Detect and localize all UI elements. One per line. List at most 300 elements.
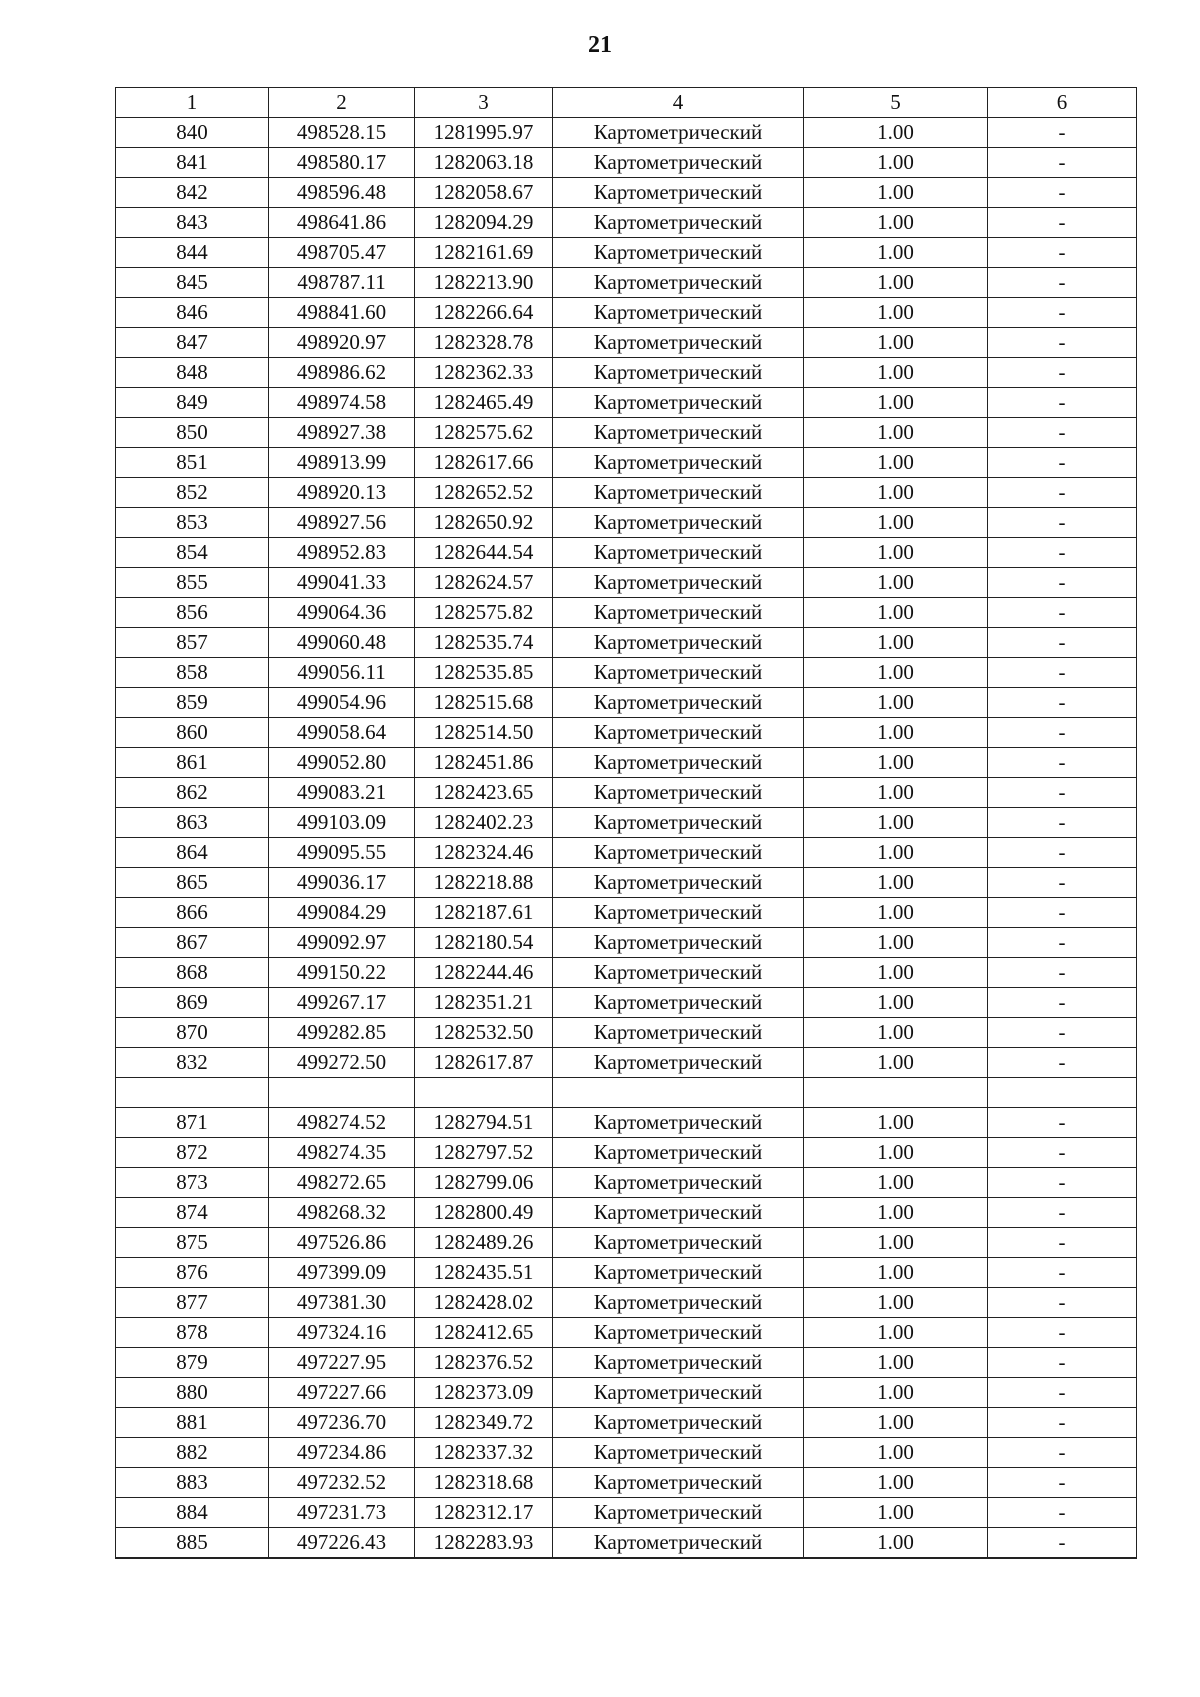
description-cell: - — [988, 1257, 1137, 1287]
y-coordinate-cell: 1282650.92 — [415, 508, 553, 538]
description-cell: - — [988, 1317, 1137, 1347]
y-coordinate-cell: 1282652.52 — [415, 478, 553, 508]
x-coordinate-cell: 499064.36 — [269, 598, 415, 628]
x-coordinate-cell: 499084.29 — [269, 898, 415, 928]
x-coordinate-cell: 499083.21 — [269, 778, 415, 808]
method-cell: Картометрический — [553, 508, 804, 538]
x-coordinate-cell: 497227.95 — [269, 1347, 415, 1377]
table-row — [116, 1078, 1137, 1108]
method-cell: Картометрический — [553, 448, 804, 478]
table-header — [116, 88, 1137, 118]
x-coordinate-cell: 498841.60 — [269, 298, 415, 328]
x-coordinate-cell: 497236.70 — [269, 1407, 415, 1437]
x-coordinate-cell: 498705.47 — [269, 238, 415, 268]
description-cell: - — [988, 358, 1137, 388]
y-coordinate-cell: 1282362.33 — [415, 358, 553, 388]
x-coordinate-cell: 498952.83 — [269, 538, 415, 568]
y-coordinate-cell: 1282535.85 — [415, 658, 553, 688]
table-row — [116, 1347, 1137, 1377]
method-cell: Картометрический — [553, 1527, 804, 1558]
table-row — [116, 1377, 1137, 1407]
y-coordinate-cell: 1282324.46 — [415, 838, 553, 868]
accuracy-cell: 1.00 — [804, 628, 988, 658]
point-number-cell: 883 — [116, 1467, 269, 1497]
method-cell: Картометрический — [553, 1377, 804, 1407]
accuracy-cell: 1.00 — [804, 1137, 988, 1167]
x-coordinate-cell: 499282.85 — [269, 1018, 415, 1048]
method-cell: Картометрический — [553, 358, 804, 388]
y-coordinate-cell: 1282535.74 — [415, 628, 553, 658]
y-coordinate-cell: 1282373.09 — [415, 1377, 553, 1407]
point-number-cell: 874 — [116, 1197, 269, 1227]
method-cell: Картометрический — [553, 598, 804, 628]
table-row — [116, 1167, 1137, 1197]
y-coordinate-cell: 1282800.49 — [415, 1197, 553, 1227]
description-cell: - — [988, 748, 1137, 778]
column-header-5: 5 — [804, 88, 988, 118]
description-cell: - — [988, 298, 1137, 328]
x-coordinate-cell: 497324.16 — [269, 1317, 415, 1347]
method-cell: Картометрический — [553, 1227, 804, 1257]
accuracy-cell: 1.00 — [804, 448, 988, 478]
accuracy-cell: 1.00 — [804, 748, 988, 778]
x-coordinate-cell — [269, 1078, 415, 1108]
method-cell: Картометрический — [553, 388, 804, 418]
description-cell: - — [988, 1227, 1137, 1257]
y-coordinate-cell: 1282423.65 — [415, 778, 553, 808]
point-number-cell: 876 — [116, 1257, 269, 1287]
table-row — [116, 1287, 1137, 1317]
description-cell: - — [988, 1407, 1137, 1437]
y-coordinate-cell: 1282489.26 — [415, 1227, 553, 1257]
method-cell: Картометрический — [553, 1048, 804, 1078]
y-coordinate-cell: 1282337.32 — [415, 1437, 553, 1467]
y-coordinate-cell: 1282063.18 — [415, 148, 553, 178]
x-coordinate-cell: 498974.58 — [269, 388, 415, 418]
method-cell: Картометрический — [553, 748, 804, 778]
description-cell: - — [988, 1287, 1137, 1317]
table-row — [116, 178, 1137, 208]
table-row — [116, 838, 1137, 868]
description-cell: - — [988, 1048, 1137, 1078]
table-row — [116, 1497, 1137, 1527]
method-cell: Картометрический — [553, 118, 804, 148]
accuracy-cell: 1.00 — [804, 1257, 988, 1287]
accuracy-cell: 1.00 — [804, 508, 988, 538]
description-cell: - — [988, 208, 1137, 238]
point-number-cell: 844 — [116, 238, 269, 268]
table-row — [116, 1467, 1137, 1497]
x-coordinate-cell: 498596.48 — [269, 178, 415, 208]
method-cell: Картометрический — [553, 898, 804, 928]
accuracy-cell: 1.00 — [804, 298, 988, 328]
point-number-cell: 851 — [116, 448, 269, 478]
y-coordinate-cell: 1282376.52 — [415, 1347, 553, 1377]
description-cell: - — [988, 1197, 1137, 1227]
table-row — [116, 958, 1137, 988]
description-cell: - — [988, 808, 1137, 838]
point-number-cell: 868 — [116, 958, 269, 988]
method-cell: Картометрический — [553, 238, 804, 268]
y-coordinate-cell: 1282312.17 — [415, 1497, 553, 1527]
point-number-cell: 855 — [116, 568, 269, 598]
method-cell: Картометрический — [553, 1467, 804, 1497]
table-row — [116, 1197, 1137, 1227]
description-cell: - — [988, 898, 1137, 928]
description-cell: - — [988, 178, 1137, 208]
description-cell: - — [988, 1347, 1137, 1377]
x-coordinate-cell: 498920.13 — [269, 478, 415, 508]
accuracy-cell: 1.00 — [804, 1317, 988, 1347]
x-coordinate-cell: 498920.97 — [269, 328, 415, 358]
x-coordinate-cell: 498274.35 — [269, 1137, 415, 1167]
y-coordinate-cell: 1282180.54 — [415, 928, 553, 958]
point-number-cell: 859 — [116, 688, 269, 718]
point-number-cell: 885 — [116, 1527, 269, 1558]
accuracy-cell: 1.00 — [804, 1497, 988, 1527]
x-coordinate-cell: 497232.52 — [269, 1467, 415, 1497]
point-number-cell — [116, 1078, 269, 1108]
x-coordinate-cell: 499272.50 — [269, 1048, 415, 1078]
x-coordinate-cell: 498927.38 — [269, 418, 415, 448]
table-row — [116, 1527, 1137, 1558]
y-coordinate-cell: 1282213.90 — [415, 268, 553, 298]
accuracy-cell: 1.00 — [804, 808, 988, 838]
accuracy-cell: 1.00 — [804, 538, 988, 568]
y-coordinate-cell: 1282451.86 — [415, 748, 553, 778]
y-coordinate-cell: 1281995.97 — [415, 118, 553, 148]
x-coordinate-cell: 497231.73 — [269, 1497, 415, 1527]
table-row — [116, 358, 1137, 388]
method-cell: Картометрический — [553, 808, 804, 838]
accuracy-cell: 1.00 — [804, 1107, 988, 1137]
description-cell: - — [988, 1137, 1137, 1167]
method-cell: Картометрический — [553, 1167, 804, 1197]
point-number-cell: 882 — [116, 1437, 269, 1467]
table-row — [116, 658, 1137, 688]
point-number-cell: 840 — [116, 118, 269, 148]
point-number-cell: 877 — [116, 1287, 269, 1317]
header-row — [116, 88, 1137, 118]
method-cell: Картометрический — [553, 1287, 804, 1317]
y-coordinate-cell: 1282412.65 — [415, 1317, 553, 1347]
point-number-cell: 832 — [116, 1048, 269, 1078]
point-number-cell: 846 — [116, 298, 269, 328]
point-number-cell: 869 — [116, 988, 269, 1018]
point-number-cell: 841 — [116, 148, 269, 178]
method-cell: Картометрический — [553, 208, 804, 238]
table-row — [116, 208, 1137, 238]
point-number-cell: 875 — [116, 1227, 269, 1257]
accuracy-cell: 1.00 — [804, 1467, 988, 1497]
method-cell: Картометрический — [553, 1407, 804, 1437]
table-row — [116, 448, 1137, 478]
y-coordinate-cell: 1282283.93 — [415, 1527, 553, 1558]
x-coordinate-cell: 498268.32 — [269, 1197, 415, 1227]
accuracy-cell: 1.00 — [804, 868, 988, 898]
description-cell: - — [988, 928, 1137, 958]
table-row — [116, 298, 1137, 328]
x-coordinate-cell: 498927.56 — [269, 508, 415, 538]
method-cell: Картометрический — [553, 688, 804, 718]
description-cell: - — [988, 508, 1137, 538]
method-cell: Картометрический — [553, 718, 804, 748]
point-number-cell: 870 — [116, 1018, 269, 1048]
method-cell: Картометрический — [553, 1197, 804, 1227]
description-cell: - — [988, 238, 1137, 268]
accuracy-cell: 1.00 — [804, 1527, 988, 1558]
point-number-cell: 873 — [116, 1167, 269, 1197]
coordinates-table — [115, 87, 1137, 1559]
page-number: 21 — [588, 32, 612, 58]
point-number-cell: 843 — [116, 208, 269, 238]
y-coordinate-cell: 1282058.67 — [415, 178, 553, 208]
point-number-cell: 880 — [116, 1377, 269, 1407]
x-coordinate-cell: 498986.62 — [269, 358, 415, 388]
y-coordinate-cell: 1282244.46 — [415, 958, 553, 988]
accuracy-cell: 1.00 — [804, 568, 988, 598]
accuracy-cell: 1.00 — [804, 1197, 988, 1227]
accuracy-cell: 1.00 — [804, 598, 988, 628]
point-number-cell: 871 — [116, 1107, 269, 1137]
method-cell: Картометрический — [553, 538, 804, 568]
description-cell: - — [988, 838, 1137, 868]
accuracy-cell: 1.00 — [804, 1227, 988, 1257]
table-row — [116, 988, 1137, 1018]
y-coordinate-cell: 1282575.62 — [415, 418, 553, 448]
y-coordinate-cell: 1282161.69 — [415, 238, 553, 268]
y-coordinate-cell: 1282617.87 — [415, 1048, 553, 1078]
description-cell: - — [988, 538, 1137, 568]
accuracy-cell: 1.00 — [804, 958, 988, 988]
accuracy-cell: 1.00 — [804, 838, 988, 868]
accuracy-cell: 1.00 — [804, 778, 988, 808]
description-cell: - — [988, 1107, 1137, 1137]
point-number-cell: 850 — [116, 418, 269, 448]
description-cell: - — [988, 628, 1137, 658]
y-coordinate-cell: 1282351.21 — [415, 988, 553, 1018]
accuracy-cell: 1.00 — [804, 1287, 988, 1317]
y-coordinate-cell: 1282799.06 — [415, 1167, 553, 1197]
table-row — [116, 1257, 1137, 1287]
column-header-2: 2 — [269, 88, 415, 118]
method-cell: Картометрический — [553, 178, 804, 208]
point-number-cell: 858 — [116, 658, 269, 688]
description-cell: - — [988, 658, 1137, 688]
point-number-cell: 881 — [116, 1407, 269, 1437]
accuracy-cell: 1.00 — [804, 688, 988, 718]
y-coordinate-cell: 1282624.57 — [415, 568, 553, 598]
accuracy-cell: 1.00 — [804, 358, 988, 388]
column-header-6: 6 — [988, 88, 1137, 118]
y-coordinate-cell: 1282094.29 — [415, 208, 553, 238]
table-row — [116, 538, 1137, 568]
y-coordinate-cell: 1282617.66 — [415, 448, 553, 478]
accuracy-cell: 1.00 — [804, 388, 988, 418]
x-coordinate-cell: 498274.52 — [269, 1107, 415, 1137]
table-row — [116, 418, 1137, 448]
point-number-cell: 861 — [116, 748, 269, 778]
method-cell: Картометрический — [553, 658, 804, 688]
table-row — [116, 388, 1137, 418]
description-cell: - — [988, 1497, 1137, 1527]
y-coordinate-cell — [415, 1078, 553, 1108]
point-number-cell: 853 — [116, 508, 269, 538]
method-cell: Картометрический — [553, 1018, 804, 1048]
description-cell: - — [988, 988, 1137, 1018]
description-cell: - — [988, 478, 1137, 508]
accuracy-cell: 1.00 — [804, 238, 988, 268]
table-body — [116, 118, 1137, 1558]
y-coordinate-cell: 1282794.51 — [415, 1107, 553, 1137]
accuracy-cell: 1.00 — [804, 1407, 988, 1437]
description-cell: - — [988, 328, 1137, 358]
description-cell: - — [988, 718, 1137, 748]
method-cell: Картометрический — [553, 838, 804, 868]
x-coordinate-cell: 497381.30 — [269, 1287, 415, 1317]
point-number-cell: 878 — [116, 1317, 269, 1347]
y-coordinate-cell: 1282514.50 — [415, 718, 553, 748]
column-header-3: 3 — [415, 88, 553, 118]
table-row — [116, 118, 1137, 148]
accuracy-cell: 1.00 — [804, 418, 988, 448]
method-cell: Картометрический — [553, 1347, 804, 1377]
point-number-cell: 884 — [116, 1497, 269, 1527]
accuracy-cell: 1.00 — [804, 898, 988, 928]
description-cell: - — [988, 1527, 1137, 1558]
accuracy-cell: 1.00 — [804, 118, 988, 148]
x-coordinate-cell: 497226.43 — [269, 1527, 415, 1558]
point-number-cell: 856 — [116, 598, 269, 628]
method-cell: Картометрический — [553, 988, 804, 1018]
accuracy-cell: 1.00 — [804, 718, 988, 748]
y-coordinate-cell: 1282575.82 — [415, 598, 553, 628]
accuracy-cell: 1.00 — [804, 1377, 988, 1407]
table-row — [116, 1317, 1137, 1347]
method-cell — [553, 1078, 804, 1108]
method-cell: Картометрический — [553, 418, 804, 448]
x-coordinate-cell: 498580.17 — [269, 148, 415, 178]
description-cell: - — [988, 568, 1137, 598]
accuracy-cell: 1.00 — [804, 1437, 988, 1467]
x-coordinate-cell: 499150.22 — [269, 958, 415, 988]
table-row — [116, 1107, 1137, 1137]
accuracy-cell — [804, 1078, 988, 1108]
accuracy-cell: 1.00 — [804, 178, 988, 208]
description-cell: - — [988, 388, 1137, 418]
table-row — [116, 748, 1137, 778]
point-number-cell: 848 — [116, 358, 269, 388]
description-cell: - — [988, 1377, 1137, 1407]
x-coordinate-cell: 499095.55 — [269, 838, 415, 868]
description-cell: - — [988, 778, 1137, 808]
description-cell: - — [988, 1467, 1137, 1497]
description-cell: - — [988, 958, 1137, 988]
method-cell: Картометрический — [553, 1257, 804, 1287]
table-row — [116, 1137, 1137, 1167]
table-row — [116, 628, 1137, 658]
table-row — [116, 1407, 1137, 1437]
method-cell: Картометрический — [553, 928, 804, 958]
x-coordinate-cell: 498641.86 — [269, 208, 415, 238]
point-number-cell: 842 — [116, 178, 269, 208]
description-cell: - — [988, 1167, 1137, 1197]
description-cell: - — [988, 688, 1137, 718]
x-coordinate-cell: 499060.48 — [269, 628, 415, 658]
accuracy-cell: 1.00 — [804, 658, 988, 688]
point-number-cell: 865 — [116, 868, 269, 898]
method-cell: Картометрический — [553, 1137, 804, 1167]
method-cell: Картометрический — [553, 958, 804, 988]
x-coordinate-cell: 498913.99 — [269, 448, 415, 478]
method-cell: Картометрический — [553, 628, 804, 658]
x-coordinate-cell: 499092.97 — [269, 928, 415, 958]
table-row — [116, 1048, 1137, 1078]
y-coordinate-cell: 1282428.02 — [415, 1287, 553, 1317]
x-coordinate-cell: 498528.15 — [269, 118, 415, 148]
y-coordinate-cell: 1282266.64 — [415, 298, 553, 328]
x-coordinate-cell: 497526.86 — [269, 1227, 415, 1257]
x-coordinate-cell: 499056.11 — [269, 658, 415, 688]
table-row — [116, 1018, 1137, 1048]
point-number-cell: 879 — [116, 1347, 269, 1377]
table-row — [116, 868, 1137, 898]
point-number-cell: 860 — [116, 718, 269, 748]
description-cell: - — [988, 448, 1137, 478]
table-row — [116, 688, 1137, 718]
point-number-cell: 852 — [116, 478, 269, 508]
y-coordinate-cell: 1282515.68 — [415, 688, 553, 718]
point-number-cell: 847 — [116, 328, 269, 358]
point-number-cell: 849 — [116, 388, 269, 418]
description-cell: - — [988, 868, 1137, 898]
table-row — [116, 568, 1137, 598]
table-row — [116, 478, 1137, 508]
method-cell: Картометрический — [553, 1437, 804, 1467]
method-cell: Картометрический — [553, 1107, 804, 1137]
point-number-cell: 867 — [116, 928, 269, 958]
method-cell: Картометрический — [553, 298, 804, 328]
table-row — [116, 238, 1137, 268]
accuracy-cell: 1.00 — [804, 328, 988, 358]
point-number-cell: 864 — [116, 838, 269, 868]
y-coordinate-cell: 1282402.23 — [415, 808, 553, 838]
y-coordinate-cell: 1282218.88 — [415, 868, 553, 898]
accuracy-cell: 1.00 — [804, 988, 988, 1018]
accuracy-cell: 1.00 — [804, 1347, 988, 1377]
method-cell: Картометрический — [553, 778, 804, 808]
y-coordinate-cell: 1282797.52 — [415, 1137, 553, 1167]
table-row — [116, 268, 1137, 298]
description-cell: - — [988, 598, 1137, 628]
x-coordinate-cell: 497234.86 — [269, 1437, 415, 1467]
method-cell: Картометрический — [553, 148, 804, 178]
table-row — [116, 148, 1137, 178]
table-row — [116, 898, 1137, 928]
y-coordinate-cell: 1282465.49 — [415, 388, 553, 418]
method-cell: Картометрический — [553, 478, 804, 508]
y-coordinate-cell: 1282435.51 — [415, 1257, 553, 1287]
method-cell: Картометрический — [553, 1317, 804, 1347]
table-row — [116, 1437, 1137, 1467]
accuracy-cell: 1.00 — [804, 478, 988, 508]
table-row — [116, 1227, 1137, 1257]
point-number-cell: 862 — [116, 778, 269, 808]
point-number-cell: 854 — [116, 538, 269, 568]
y-coordinate-cell: 1282187.61 — [415, 898, 553, 928]
point-number-cell: 857 — [116, 628, 269, 658]
y-coordinate-cell: 1282644.54 — [415, 538, 553, 568]
